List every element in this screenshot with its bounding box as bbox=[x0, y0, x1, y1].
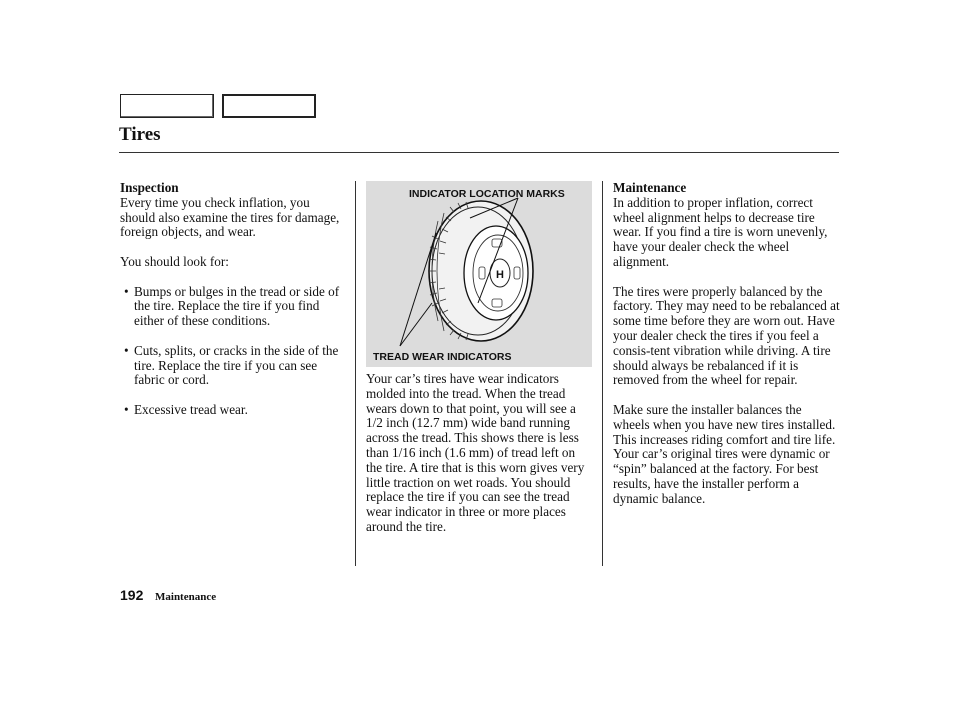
bullet-text: Excessive tread wear. bbox=[134, 401, 248, 417]
column-divider bbox=[355, 181, 356, 566]
next-section-tab[interactable] bbox=[222, 94, 316, 118]
bullet-icon: • bbox=[124, 401, 129, 417]
svg-text:H: H bbox=[496, 269, 504, 281]
inspection-intro: Every time you check inflation, you should also examine the tires for damage, foreign objects, and wear. bbox=[120, 194, 340, 240]
title-divider bbox=[119, 152, 839, 153]
bullet-icon: • bbox=[124, 342, 129, 358]
page-title: Tires bbox=[119, 124, 161, 145]
previous-section-tab[interactable] bbox=[120, 94, 214, 118]
wear-indicator-column bbox=[366, 372, 594, 535]
list-item bbox=[120, 403, 348, 418]
tire-figure bbox=[366, 181, 592, 367]
section-name: Maintenance bbox=[155, 591, 217, 603]
tire-illustration-icon bbox=[366, 181, 592, 367]
wear-indicator-text: Your car’s tires have wear indicators molded into the tread. When the tread wears down to that point, you will see a 1/2 inch (12.7 mm) wide band running across the tread. This shows there is less than 1/16 inch (1.6 mm) of tread left on the tire. A tire that is this worn gives very little traction on wet roads. You should replace the tire if you can see the tread wear indicator in three or more places around the tire. bbox=[366, 371, 585, 534]
maintenance-heading: Maintenance bbox=[613, 180, 687, 195]
page-number: 192 bbox=[120, 587, 144, 603]
inspection-heading: Inspection bbox=[120, 180, 179, 195]
inspection-column bbox=[120, 181, 348, 418]
maintenance-paragraph: The tires were properly balanced by the factory. They may need to be rebalanced at some time before they are worn out. Have your dealer check the tires if you feel a consis-tent vibration while driving. A tire should always be rebalanced if it is removed from the wheel for repair. bbox=[613, 283, 840, 388]
tread-wear-indicators-label: TREAD WEAR INDICATORS bbox=[373, 351, 512, 363]
list-item bbox=[120, 344, 348, 388]
maintenance-paragraph: In addition to proper inflation, correct wheel alignment helps to decrease tire wear. If you find a tire is worn unevenly, have your dealer check the wheel alignment. bbox=[613, 194, 828, 269]
list-item bbox=[120, 285, 348, 329]
maintenance-paragraph: Make sure the installer balances the wheels when you have new tires installed. This increases riding comfort and tire life. Your car’s original tires were dynamic or “spin” balanced at the factory. For best results, have the installer perform a dynamic balance. bbox=[613, 401, 836, 506]
column-divider bbox=[602, 181, 603, 566]
bullet-text: Cuts, splits, or cracks in the side of the tire. Replace the tire if you can see fabric or cord. bbox=[134, 342, 339, 388]
bullet-icon: • bbox=[124, 283, 129, 299]
maintenance-column bbox=[613, 181, 841, 507]
bullet-text: Bumps or bulges in the tread or side of the tire. Replace the tire if you find either of these conditions. bbox=[134, 283, 340, 329]
look-for-text: You should look for: bbox=[120, 253, 229, 269]
indicator-location-marks-label: INDICATOR LOCATION MARKS bbox=[409, 188, 565, 200]
